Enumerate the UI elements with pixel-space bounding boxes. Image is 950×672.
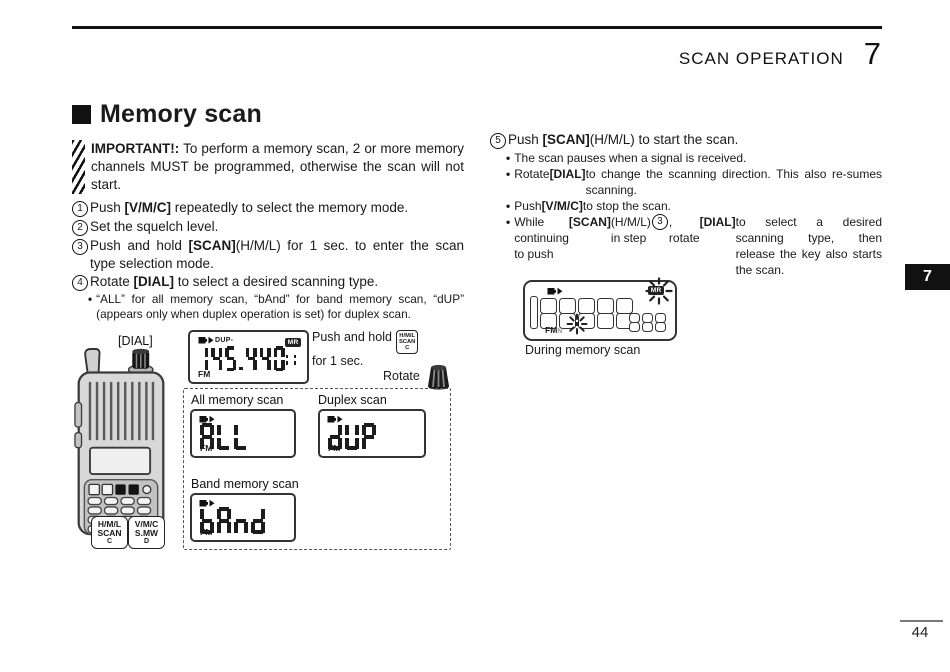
rotate-text: Rotate — [383, 369, 420, 383]
channel-digits — [629, 313, 668, 332]
step-5 — [490, 131, 882, 149]
header-rule — [72, 26, 882, 29]
radio-display-icon — [90, 448, 150, 474]
step-5-text: Push [SCAN](H/M/L) to start the scan. — [508, 132, 739, 147]
vmc-key: V/M/C S.MW D — [128, 516, 165, 549]
dup-indicator: DUP- — [215, 337, 234, 344]
step-5-bullet-1: • The scan pauses when a signal is received. — [506, 150, 882, 166]
step-1-text: Push [V/M/C] repeatedly to select the memory mode. — [90, 200, 409, 215]
step-2-number: 2 — [72, 220, 88, 236]
step-5-bullets — [506, 150, 882, 278]
section-square-icon — [72, 105, 91, 124]
narrow-indicator: N — [557, 328, 563, 335]
mr-badge: MR — [285, 338, 301, 347]
radio-illustration — [74, 344, 168, 542]
fm-indicator: FM — [200, 527, 213, 537]
push-hold-text: Push and hold — [312, 330, 392, 344]
frequency-digits — [197, 346, 288, 371]
band-memory-scan-label: Band memory scan — [191, 477, 299, 491]
step-4-bullets — [88, 292, 464, 322]
step-4-bullet-1: • “ALL” for all memory scan, “bAnd” for band memory scan, “dUP” (appears only when duplex operation is set) for duplex scan. — [88, 292, 464, 322]
chapter-header — [679, 36, 881, 72]
ptt-button-icon — [75, 403, 82, 427]
duplex-scan-label: Duplex scan — [318, 393, 387, 407]
step-5-block — [490, 131, 882, 278]
step-3-number: 3 — [72, 239, 88, 255]
fm-indicator: FMN — [545, 325, 563, 335]
chapter-number: 7 — [863, 36, 881, 71]
battery-icon — [547, 287, 563, 296]
chapter-title: SCAN OPERATION — [678, 49, 844, 68]
blinking-dot-icon — [565, 312, 589, 336]
lcd-band-scan — [190, 493, 296, 542]
during-scan-caption: During memory scan — [525, 343, 641, 357]
step-1 — [72, 199, 464, 217]
step-5-bullet-3: • Push [V/M/C] to stop the scan. — [506, 198, 882, 214]
important-note — [72, 140, 464, 194]
footer-rule — [900, 620, 943, 622]
dial-knob-icon — [426, 362, 451, 390]
step-2-text: Set the squelch level. — [90, 219, 219, 234]
scan-key-icon: H/M/L SCAN C — [396, 330, 418, 354]
step-5-number: 5 — [490, 133, 506, 149]
step-4 — [72, 273, 464, 291]
lcd-all-scan — [190, 409, 296, 458]
fm-indicator: FM — [198, 369, 211, 379]
section-title-text: Memory scan — [100, 100, 262, 128]
fm-indicator: FM — [328, 443, 341, 453]
lcd-during-scan — [523, 280, 677, 341]
step-3 — [72, 237, 464, 272]
lcd-frequency-display — [188, 330, 309, 384]
steps-1-4 — [72, 199, 464, 322]
battery-icon — [198, 336, 214, 345]
lcd-duplex-scan — [318, 409, 426, 458]
step-3-text: Push and hold [SCAN](H/M/L) for 1 sec. to enter the scan type selection mode. — [90, 238, 464, 271]
all-memory-scan-label: All memory scan — [191, 393, 284, 407]
dial-label: [DIAL] — [118, 334, 153, 348]
memory-channel-digits — [283, 353, 299, 366]
section-title — [72, 100, 262, 129]
hatch-border-icon — [72, 140, 85, 194]
step-4-text: Rotate [DIAL] to select a desired scanning type. — [90, 274, 379, 289]
important-text: IMPORTANT!: To perform a memory scan, 2 or more memory channels MUST be programmed, otherwise the scan will not start. — [91, 141, 464, 192]
scan-key: H/M/L SCAN C — [91, 516, 128, 549]
step-2 — [72, 218, 464, 236]
page-number: 44 — [911, 624, 929, 641]
step-1-number: 1 — [72, 201, 88, 217]
chapter-side-tab: 7 — [905, 264, 950, 290]
mr-badge: MR — [648, 286, 664, 295]
for-1sec-text: for 1 sec. — [312, 354, 364, 369]
step-5-bullet-2: • Rotate [DIAL] to change the scanning direction. This also re-sumes scanning. — [506, 166, 882, 198]
step-4-number: 4 — [72, 275, 88, 291]
dial-knob-icon — [129, 349, 153, 375]
rotate-note — [383, 362, 451, 390]
fm-indicator: FM — [200, 443, 213, 453]
step-5-bullet-4: • While continuing to push [SCAN] (H/M/L) in step 3 , rotate [DIAL] to select a desired scanning type, then release the key also starts the scan. — [506, 214, 882, 278]
